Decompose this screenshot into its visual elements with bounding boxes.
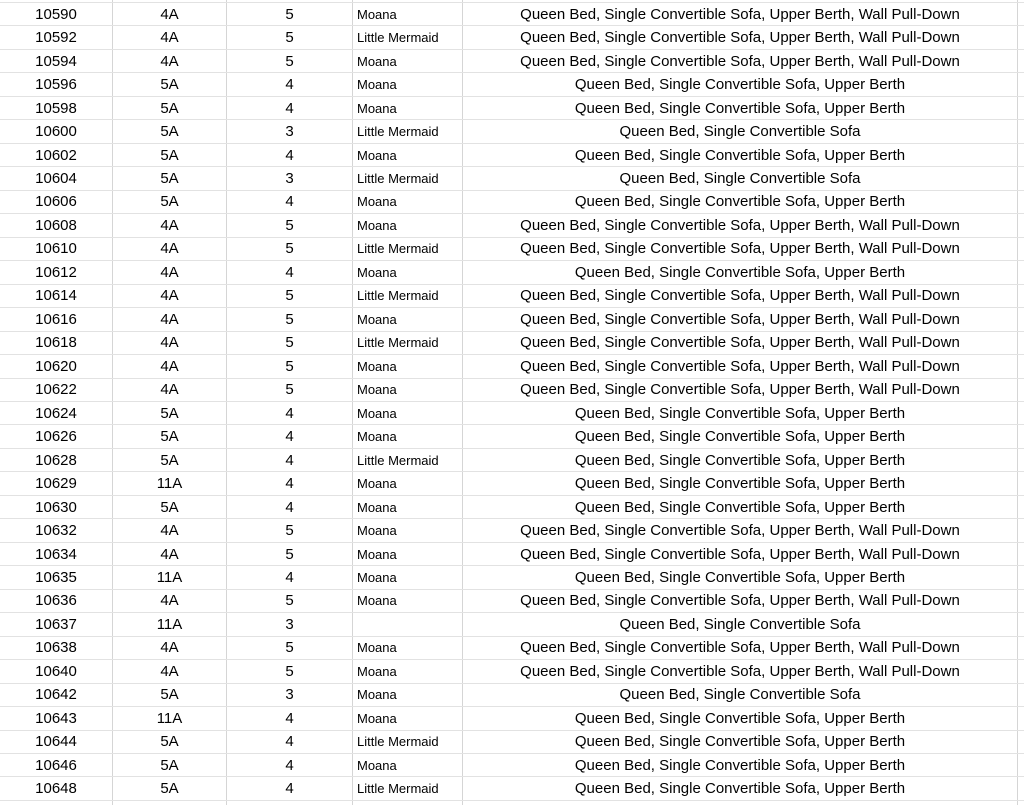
cell-cabin-number[interactable]: 10642 — [0, 684, 113, 706]
cell-category[interactable]: 5A — [113, 191, 227, 213]
cell-cabin-number[interactable]: 10608 — [0, 214, 113, 236]
cell-capacity[interactable]: 5 — [227, 50, 353, 72]
cell-empty[interactable] — [1018, 120, 1024, 142]
cell-bed-configuration[interactable]: Queen Bed, Single Convertible Sofa, Upper Berth — [463, 191, 1018, 213]
table-row — [0, 73, 1024, 96]
cell-bed-configuration[interactable]: Queen Bed, Single Convertible Sofa — [463, 120, 1018, 142]
cell-empty[interactable] — [1018, 660, 1024, 682]
cell-cabin-number — [0, 801, 113, 805]
table-row — [0, 308, 1024, 331]
cell-empty[interactable] — [1018, 731, 1024, 753]
cell-bed-configuration[interactable]: Queen Bed, Single Convertible Sofa, Upper Berth, Wall Pull-Down — [463, 332, 1018, 354]
cell-capacity[interactable]: 4 — [227, 97, 353, 119]
cell-empty[interactable] — [1018, 590, 1024, 612]
cell-theme[interactable]: Little Mermaid — [353, 238, 463, 260]
cell-capacity[interactable]: 5 — [227, 285, 353, 307]
cell-empty[interactable] — [1018, 167, 1024, 189]
partial-row-bottom — [0, 801, 1024, 805]
cell-cabin-number[interactable]: 10600 — [0, 120, 113, 142]
cell-category[interactable]: 4A — [113, 238, 227, 260]
cell-bed-configuration[interactable]: Queen Bed, Single Convertible Sofa, Upper Berth — [463, 731, 1018, 753]
cell-theme[interactable]: Moana — [353, 379, 463, 401]
cell-capacity[interactable]: 4 — [227, 73, 353, 95]
cell-empty[interactable] — [1018, 308, 1024, 330]
cell-theme — [353, 801, 463, 805]
cell-bed-configuration — [463, 0, 1018, 2]
cell-cabin-number[interactable]: 10594 — [0, 50, 113, 72]
cell-theme[interactable]: Little Mermaid — [353, 167, 463, 189]
cell-cabin-number[interactable]: 10640 — [0, 660, 113, 682]
cell-theme[interactable]: Moana — [353, 3, 463, 25]
table-row — [0, 120, 1024, 143]
table-row — [0, 332, 1024, 355]
cell-cabin-number[interactable]: 10630 — [0, 496, 113, 518]
cell-capacity[interactable]: 5 — [227, 543, 353, 565]
cell-cabin-number[interactable]: 10634 — [0, 543, 113, 565]
cell-empty — [1018, 0, 1024, 2]
cell-capacity[interactable]: 4 — [227, 777, 353, 799]
cell-capacity[interactable]: 5 — [227, 355, 353, 377]
cell-cabin-number[interactable]: 10632 — [0, 519, 113, 541]
cell-category[interactable]: 5A — [113, 777, 227, 799]
table-row — [0, 50, 1024, 73]
cell-capacity[interactable]: 4 — [227, 261, 353, 283]
table-row — [0, 496, 1024, 519]
cell-category[interactable]: 5A — [113, 449, 227, 471]
cell-capacity[interactable]: 3 — [227, 167, 353, 189]
cell-category[interactable]: 4A — [113, 519, 227, 541]
cell-cabin-number[interactable]: 10626 — [0, 425, 113, 447]
table-row — [0, 472, 1024, 495]
cell-theme[interactable]: Moana — [353, 308, 463, 330]
cell-bed-configuration[interactable]: Queen Bed, Single Convertible Sofa, Upper Berth — [463, 566, 1018, 588]
cell-category[interactable]: 4A — [113, 637, 227, 659]
cell-theme[interactable]: Moana — [353, 261, 463, 283]
cell-bed-configuration[interactable]: Queen Bed, Single Convertible Sofa, Upper Berth, Wall Pull-Down — [463, 660, 1018, 682]
table-row — [0, 684, 1024, 707]
cell-cabin-number[interactable]: 10628 — [0, 449, 113, 471]
cell-theme[interactable]: Moana — [353, 707, 463, 729]
table-row — [0, 355, 1024, 378]
cell-category[interactable]: 5A — [113, 496, 227, 518]
cell-category[interactable]: 4A — [113, 332, 227, 354]
cell-category[interactable]: 4A — [113, 26, 227, 48]
cell-bed-configuration[interactable]: Queen Bed, Single Convertible Sofa, Upper Berth — [463, 449, 1018, 471]
cell-bed-configuration[interactable]: Queen Bed, Single Convertible Sofa, Upper Berth, Wall Pull-Down — [463, 285, 1018, 307]
table-row — [0, 425, 1024, 448]
cell-cabin-number[interactable]: 10624 — [0, 402, 113, 424]
cell-category[interactable]: 4A — [113, 214, 227, 236]
cell-capacity[interactable]: 4 — [227, 402, 353, 424]
cell-capacity[interactable]: 5 — [227, 519, 353, 541]
cell-empty[interactable] — [1018, 26, 1024, 48]
cell-theme[interactable]: Moana — [353, 684, 463, 706]
cell-cabin-number[interactable]: 10598 — [0, 97, 113, 119]
cell-capacity[interactable]: 5 — [227, 238, 353, 260]
cell-capacity[interactable]: 4 — [227, 566, 353, 588]
cell-empty[interactable] — [1018, 285, 1024, 307]
cell-empty[interactable] — [1018, 449, 1024, 471]
table-row — [0, 731, 1024, 754]
cell-capacity[interactable]: 5 — [227, 379, 353, 401]
cell-category[interactable]: 5A — [113, 167, 227, 189]
cell-capacity[interactable]: 5 — [227, 214, 353, 236]
cell-theme[interactable]: Moana — [353, 214, 463, 236]
cell-empty[interactable] — [1018, 425, 1024, 447]
cell-cabin-number[interactable]: 10596 — [0, 73, 113, 95]
cell-capacity[interactable]: 5 — [227, 637, 353, 659]
cell-theme[interactable]: Moana — [353, 355, 463, 377]
table-row — [0, 660, 1024, 683]
cell-category[interactable]: 5A — [113, 754, 227, 776]
cell-category[interactable]: 5A — [113, 120, 227, 142]
cell-cabin-number[interactable]: 10606 — [0, 191, 113, 213]
cell-capacity[interactable]: 5 — [227, 590, 353, 612]
cell-category[interactable]: 5A — [113, 97, 227, 119]
table-row — [0, 238, 1024, 261]
table-row — [0, 214, 1024, 237]
cell-empty[interactable] — [1018, 144, 1024, 166]
cell-category[interactable]: 4A — [113, 355, 227, 377]
cell-cabin-number[interactable]: 10648 — [0, 777, 113, 799]
cell-theme[interactable]: Moana — [353, 660, 463, 682]
cell-empty[interactable] — [1018, 566, 1024, 588]
cell-category[interactable]: 5A — [113, 425, 227, 447]
cell-theme — [353, 0, 463, 2]
cell-bed-configuration[interactable]: Queen Bed, Single Convertible Sofa, Upper Berth, Wall Pull-Down — [463, 543, 1018, 565]
cell-capacity — [227, 0, 353, 2]
cell-capacity[interactable]: 5 — [227, 332, 353, 354]
table-row — [0, 707, 1024, 730]
cell-bed-configuration[interactable]: Queen Bed, Single Convertible Sofa, Upper Berth — [463, 707, 1018, 729]
cell-capacity[interactable]: 5 — [227, 3, 353, 25]
cell-category[interactable]: 4A — [113, 261, 227, 283]
table-row — [0, 191, 1024, 214]
cell-category[interactable]: 5A — [113, 144, 227, 166]
cell-cabin-number[interactable]: 10636 — [0, 590, 113, 612]
cell-capacity[interactable]: 5 — [227, 660, 353, 682]
cell-empty[interactable] — [1018, 73, 1024, 95]
cell-category[interactable]: 11A — [113, 472, 227, 494]
table-row — [0, 167, 1024, 190]
cell-bed-configuration[interactable]: Queen Bed, Single Convertible Sofa, Upper Berth, Wall Pull-Down — [463, 50, 1018, 72]
cell-capacity[interactable]: 4 — [227, 144, 353, 166]
cell-theme[interactable]: Moana — [353, 637, 463, 659]
cell-cabin-number[interactable]: 10646 — [0, 754, 113, 776]
cell-bed-configuration[interactable]: Queen Bed, Single Convertible Sofa — [463, 684, 1018, 706]
cell-category — [113, 0, 227, 2]
cell-empty[interactable] — [1018, 543, 1024, 565]
cell-bed-configuration[interactable]: Queen Bed, Single Convertible Sofa, Upper Berth, Wall Pull-Down — [463, 214, 1018, 236]
cell-theme[interactable]: Little Mermaid — [353, 285, 463, 307]
table-row — [0, 285, 1024, 308]
cell-bed-configuration[interactable]: Queen Bed, Single Convertible Sofa, Upper Berth — [463, 402, 1018, 424]
table-row — [0, 379, 1024, 402]
table-row — [0, 402, 1024, 425]
sheet-body — [0, 3, 1024, 801]
cell-bed-configuration[interactable]: Queen Bed, Single Convertible Sofa — [463, 167, 1018, 189]
table-row — [0, 97, 1024, 120]
cell-cabin-number[interactable]: 10622 — [0, 379, 113, 401]
cell-category[interactable]: 4A — [113, 660, 227, 682]
cell-empty[interactable] — [1018, 754, 1024, 776]
table-row — [0, 449, 1024, 472]
cell-theme[interactable]: Moana — [353, 402, 463, 424]
cell-category[interactable]: 4A — [113, 50, 227, 72]
table-row — [0, 26, 1024, 49]
cell-cabin-number[interactable]: 10635 — [0, 566, 113, 588]
cell-empty — [1018, 801, 1024, 805]
cell-theme[interactable]: Moana — [353, 590, 463, 612]
cell-bed-configuration[interactable]: Queen Bed, Single Convertible Sofa, Upper Berth, Wall Pull-Down — [463, 379, 1018, 401]
cell-theme[interactable]: Moana — [353, 496, 463, 518]
table-row — [0, 261, 1024, 284]
table-row — [0, 566, 1024, 589]
cell-theme[interactable]: Moana — [353, 97, 463, 119]
cell-empty[interactable] — [1018, 496, 1024, 518]
cell-bed-configuration[interactable]: Queen Bed, Single Convertible Sofa, Upper Berth — [463, 261, 1018, 283]
cell-empty[interactable] — [1018, 97, 1024, 119]
cell-empty[interactable] — [1018, 402, 1024, 424]
cell-bed-configuration[interactable]: Queen Bed, Single Convertible Sofa, Upper Berth — [463, 777, 1018, 799]
cell-theme[interactable]: Moana — [353, 472, 463, 494]
cell-empty[interactable] — [1018, 50, 1024, 72]
cell-cabin-number[interactable]: 10614 — [0, 285, 113, 307]
cell-capacity[interactable]: 4 — [227, 707, 353, 729]
cell-capacity — [227, 801, 353, 805]
cell-empty[interactable] — [1018, 355, 1024, 377]
cell-category[interactable]: 4A — [113, 590, 227, 612]
table-row — [0, 777, 1024, 800]
cell-cabin-number[interactable]: 10618 — [0, 332, 113, 354]
cell-cabin-number[interactable]: 10638 — [0, 637, 113, 659]
cell-category[interactable]: 4A — [113, 379, 227, 401]
cell-theme[interactable] — [353, 613, 463, 635]
cell-empty[interactable] — [1018, 238, 1024, 260]
cell-category[interactable]: 4A — [113, 543, 227, 565]
cell-category[interactable]: 5A — [113, 73, 227, 95]
cell-theme[interactable]: Moana — [353, 191, 463, 213]
cell-bed-configuration[interactable]: Queen Bed, Single Convertible Sofa, Upper Berth, Wall Pull-Down — [463, 238, 1018, 260]
cell-theme[interactable]: Moana — [353, 754, 463, 776]
table-row — [0, 519, 1024, 542]
cell-empty[interactable] — [1018, 519, 1024, 541]
cell-theme[interactable]: Little Mermaid — [353, 731, 463, 753]
cell-empty[interactable] — [1018, 191, 1024, 213]
cell-capacity[interactable]: 4 — [227, 496, 353, 518]
cell-bed-configuration[interactable]: Queen Bed, Single Convertible Sofa, Upper Berth — [463, 496, 1018, 518]
cell-empty[interactable] — [1018, 777, 1024, 799]
cell-capacity[interactable]: 4 — [227, 449, 353, 471]
cell-category[interactable]: 4A — [113, 285, 227, 307]
cell-theme[interactable]: Little Mermaid — [353, 777, 463, 799]
cell-bed-configuration[interactable]: Queen Bed, Single Convertible Sofa, Upper Berth, Wall Pull-Down — [463, 26, 1018, 48]
cell-empty[interactable] — [1018, 379, 1024, 401]
cell-cabin-number[interactable]: 10612 — [0, 261, 113, 283]
cell-empty[interactable] — [1018, 472, 1024, 494]
cell-category[interactable]: 4A — [113, 308, 227, 330]
cell-empty[interactable] — [1018, 707, 1024, 729]
table-row — [0, 754, 1024, 777]
cell-capacity[interactable]: 4 — [227, 425, 353, 447]
cell-capacity[interactable]: 3 — [227, 684, 353, 706]
cell-theme[interactable]: Little Mermaid — [353, 26, 463, 48]
cell-cabin-number[interactable]: 10620 — [0, 355, 113, 377]
cell-cabin-number[interactable]: 10616 — [0, 308, 113, 330]
cell-capacity[interactable]: 4 — [227, 191, 353, 213]
cell-theme[interactable]: Moana — [353, 543, 463, 565]
cell-capacity[interactable]: 4 — [227, 731, 353, 753]
cell-bed-configuration[interactable]: Queen Bed, Single Convertible Sofa, Upper Berth, Wall Pull-Down — [463, 637, 1018, 659]
cell-theme[interactable]: Moana — [353, 73, 463, 95]
cell-empty[interactable] — [1018, 261, 1024, 283]
cell-cabin-number[interactable]: 10643 — [0, 707, 113, 729]
cell-bed-configuration[interactable]: Queen Bed, Single Convertible Sofa, Upper Berth — [463, 73, 1018, 95]
cell-capacity[interactable]: 4 — [227, 472, 353, 494]
cell-theme[interactable]: Moana — [353, 566, 463, 588]
cell-capacity[interactable]: 3 — [227, 613, 353, 635]
table-row — [0, 3, 1024, 26]
cell-category[interactable]: 11A — [113, 613, 227, 635]
cell-bed-configuration[interactable]: Queen Bed, Single Convertible Sofa, Upper Berth, Wall Pull-Down — [463, 590, 1018, 612]
cell-category[interactable]: 5A — [113, 684, 227, 706]
cell-empty[interactable] — [1018, 332, 1024, 354]
cell-bed-configuration[interactable]: Queen Bed, Single Convertible Sofa, Upper Berth — [463, 97, 1018, 119]
cell-bed-configuration[interactable]: Queen Bed, Single Convertible Sofa, Upper Berth — [463, 472, 1018, 494]
cell-theme[interactable]: Moana — [353, 50, 463, 72]
cell-cabin-number[interactable]: 10604 — [0, 167, 113, 189]
cell-bed-configuration[interactable]: Queen Bed, Single Convertible Sofa, Upper Berth, Wall Pull-Down — [463, 3, 1018, 25]
cell-capacity[interactable]: 5 — [227, 26, 353, 48]
cell-theme[interactable]: Little Mermaid — [353, 120, 463, 142]
table-row — [0, 543, 1024, 566]
cell-theme[interactable]: Moana — [353, 144, 463, 166]
cell-category[interactable]: 11A — [113, 566, 227, 588]
cell-category[interactable]: 5A — [113, 402, 227, 424]
cell-bed-configuration[interactable]: Queen Bed, Single Convertible Sofa, Upper Berth, Wall Pull-Down — [463, 308, 1018, 330]
cell-cabin-number[interactable]: 10592 — [0, 26, 113, 48]
cell-bed-configuration[interactable]: Queen Bed, Single Convertible Sofa, Upper Berth — [463, 144, 1018, 166]
cell-theme[interactable]: Moana — [353, 519, 463, 541]
cell-category[interactable]: 5A — [113, 731, 227, 753]
cell-theme[interactable]: Little Mermaid — [353, 449, 463, 471]
cell-bed-configuration — [463, 801, 1018, 805]
cell-cabin-number[interactable]: 10629 — [0, 472, 113, 494]
table-row — [0, 590, 1024, 613]
table-row — [0, 637, 1024, 660]
cell-empty[interactable] — [1018, 684, 1024, 706]
cell-empty[interactable] — [1018, 214, 1024, 236]
cell-cabin-number — [0, 0, 113, 2]
table-row — [0, 144, 1024, 167]
cell-capacity[interactable]: 5 — [227, 308, 353, 330]
cell-bed-configuration[interactable]: Queen Bed, Single Convertible Sofa, Upper Berth — [463, 754, 1018, 776]
cell-cabin-number[interactable]: 10637 — [0, 613, 113, 635]
cell-empty[interactable] — [1018, 637, 1024, 659]
cell-capacity[interactable]: 4 — [227, 754, 353, 776]
cell-bed-configuration[interactable]: Queen Bed, Single Convertible Sofa — [463, 613, 1018, 635]
cell-empty[interactable] — [1018, 613, 1024, 635]
cell-cabin-number[interactable]: 10590 — [0, 3, 113, 25]
cell-bed-configuration[interactable]: Queen Bed, Single Convertible Sofa, Upper Berth — [463, 425, 1018, 447]
cell-theme[interactable]: Moana — [353, 425, 463, 447]
cell-cabin-number[interactable]: 10602 — [0, 144, 113, 166]
cell-cabin-number[interactable]: 10644 — [0, 731, 113, 753]
cell-cabin-number[interactable]: 10610 — [0, 238, 113, 260]
cell-bed-configuration[interactable]: Queen Bed, Single Convertible Sofa, Upper Berth, Wall Pull-Down — [463, 355, 1018, 377]
cell-theme[interactable]: Little Mermaid — [353, 332, 463, 354]
cell-bed-configuration[interactable]: Queen Bed, Single Convertible Sofa, Upper Berth, Wall Pull-Down — [463, 519, 1018, 541]
cell-empty[interactable] — [1018, 3, 1024, 25]
table-row — [0, 613, 1024, 636]
cell-capacity[interactable]: 3 — [227, 120, 353, 142]
cell-category[interactable]: 4A — [113, 3, 227, 25]
cell-category — [113, 801, 227, 805]
cell-category[interactable]: 11A — [113, 707, 227, 729]
